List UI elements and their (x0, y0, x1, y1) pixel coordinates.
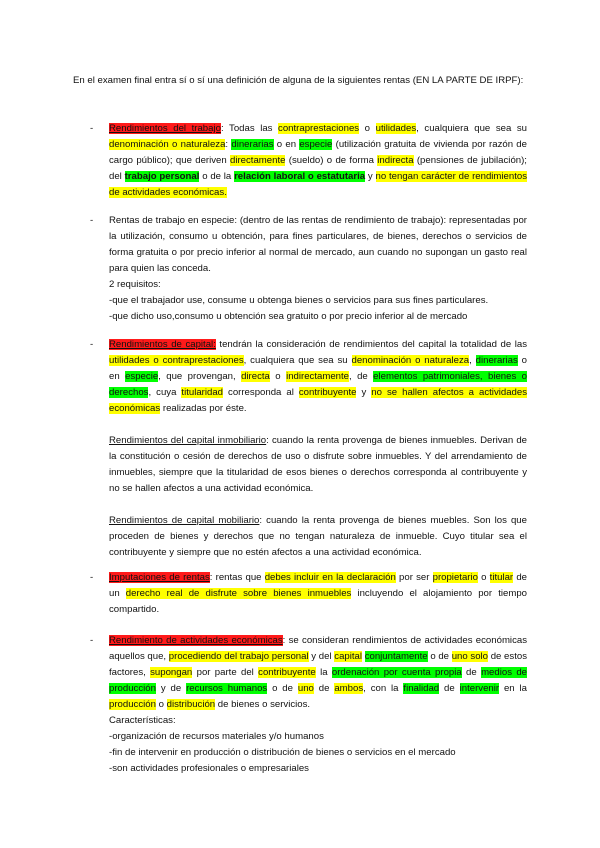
highlighted-text: trabajo personal (124, 171, 200, 182)
highlighted-text: uno (297, 683, 314, 694)
bullet-capital: - (90, 339, 94, 350)
highlighted-text: especie (299, 139, 333, 150)
text-run: (sueldo) o de forma (285, 155, 378, 166)
text-run: , cuya (148, 387, 182, 398)
text-run: : (225, 139, 232, 150)
text-run: Características: (109, 715, 176, 726)
highlighted-text: directa (241, 371, 270, 382)
highlighted-text: capital (334, 651, 363, 662)
highlighted-text: directamente (230, 155, 286, 166)
capital-paragraph (109, 337, 527, 417)
highlighted-text: especie (125, 371, 159, 382)
text-run: tendrán la consideración de rendimientos del capital la totalidad de las (215, 339, 528, 350)
text-run: -que el trabajador use, consume u obtenga bienes o servicios para sus fines particulares. (109, 295, 489, 306)
highlighted-text: conjuntamente (364, 651, 428, 662)
highlighted-text: supongan (150, 667, 193, 678)
section-especie (109, 213, 527, 325)
trabajo-paragraph (109, 121, 527, 201)
imputaciones-paragraph (109, 570, 527, 618)
text-run: de bienes o servicios. (215, 699, 311, 710)
highlighted-text: Rendimiento de actividades económicas (109, 635, 283, 646)
highlighted-text: finalidad (403, 683, 440, 694)
text-run: de (439, 683, 460, 694)
text-run: -organización de recursos materiales y/o humanos (109, 731, 324, 742)
actividades-paragraph (109, 761, 527, 777)
text-run: o de (267, 683, 298, 694)
text-run: Rendimientos de capital mobiliario (109, 515, 260, 526)
text-run: de un (109, 572, 527, 599)
highlighted-text: Rendimientos de capital: (109, 339, 216, 350)
text-run: o (155, 699, 167, 710)
text-run: o en (109, 355, 527, 382)
highlighted-text: propietario (432, 572, 478, 583)
text-run: por ser (395, 572, 433, 583)
section-trabajo (109, 121, 527, 201)
text-run: (utilización gratuita de vivienda por razón de cargo público); que deriven (109, 139, 527, 166)
text-run: o (477, 572, 490, 583)
text-run: Rentas de trabajo en especie: (dentro de las rentas de rendimiento de trabajo): representadas por la utilización, consumo u obtención, para fines particulares, de bienes, derechos o servicios de forma gratuita o por precio inferior al normal de mercado, aun cuando no supongan un gasto real para quien las conceda. (109, 215, 527, 274)
highlighted-text: no tengan carácter de rendimientos de actividades económicas. (109, 171, 528, 198)
text-run: en la (499, 683, 527, 694)
highlighted-text: uno solo (451, 651, 489, 662)
text-run: : cuando la renta provenga de bienes inmuebles. Derivan de la constitución o cesión de derechos de uso o disfrute sobre inmuebles. Y del arrendamiento de inmuebles, siempre que la titularidad de esos bienes o derechos corresponda al contribuyente y no se hallen afectos a una actividad económica. (109, 435, 527, 494)
text-run: o en (273, 139, 300, 150)
text-run: incluyendo el alojamiento por tiempo compartido. (109, 588, 527, 615)
text-run: de (313, 683, 335, 694)
highlighted-text: titular (489, 572, 514, 583)
highlighted-text: medios de producción (109, 667, 527, 694)
text-run: : cuando la renta provenga de bienes muebles. Son los que proceden de bienes y derechos que no tengan naturaleza de inmueble. Cuyo titular sea el contribuyente y siempre que no estén afectos a una actividad económica. (109, 515, 527, 558)
highlighted-text: indirecta (377, 155, 414, 166)
section-capital (109, 337, 527, 561)
text-run: o de la (199, 171, 235, 182)
capital-paragraph (109, 433, 527, 497)
actividades-paragraph (109, 729, 527, 745)
highlighted-text: distribución (166, 699, 216, 710)
especie-paragraph (109, 309, 527, 325)
highlighted-text: derecho real de disfrute sobre bienes inmuebles (125, 588, 352, 599)
text-run: -fin de intervenir en producción o distribución de bienes o servicios en el mercado (109, 747, 456, 758)
text-run: o de (427, 651, 452, 662)
text-run: -son actividades profesionales o empresariales (109, 763, 309, 774)
text-run: corresponda al (223, 387, 299, 398)
highlighted-text: recursos humanos (186, 683, 268, 694)
especie-paragraph (109, 213, 527, 277)
highlighted-text: ambos (334, 683, 364, 694)
section-imputaciones (109, 570, 527, 618)
highlighted-text: procediendo del trabajo personal (168, 651, 309, 662)
actividades-paragraph (109, 745, 527, 761)
section-actividades (109, 633, 527, 777)
text-run: realizadas por éste. (160, 403, 247, 414)
highlighted-text: intervenir (459, 683, 500, 694)
text-run: por parte del (192, 667, 259, 678)
highlighted-text: contribuyente (258, 667, 316, 678)
highlighted-text: debes incluir en la declaración (264, 572, 396, 583)
actividades-paragraph (109, 713, 527, 729)
highlighted-text: ordenación por cuenta propia (331, 667, 462, 678)
bullet-especie: - (90, 215, 94, 226)
highlighted-text: dinerarias (231, 139, 274, 150)
highlighted-text: contribuyente (298, 387, 357, 398)
text-run: : Todas las (220, 123, 279, 134)
text-run: y (365, 171, 376, 182)
especie-paragraph (109, 293, 527, 309)
paragraph-gap (109, 497, 527, 513)
highlighted-text: utilidades (375, 123, 417, 134)
capital-paragraph (109, 513, 527, 561)
text-run: Rendimientos del capital inmobiliario (109, 435, 267, 446)
highlighted-text: contraprestaciones (278, 123, 360, 134)
text-run: (pensiones de jubilación); del (109, 155, 527, 182)
bullet-imputaciones: - (90, 572, 94, 583)
highlighted-text: Rendimientos del trabajo (109, 123, 221, 134)
especie-paragraph (109, 277, 527, 293)
highlighted-text: indirectamente (286, 371, 349, 382)
highlighted-text: producción (109, 699, 156, 710)
text-run: , con la (363, 683, 404, 694)
text-run: o (359, 123, 376, 134)
intro-paragraph: En el examen final entra sí o sí una definición de alguna de la siguientes rentas (EN LA PARTE DE IRPF): (73, 75, 524, 86)
highlighted-text: no se hallen afectos a actividades económicas (109, 387, 528, 414)
highlighted-text: titularidad (181, 387, 224, 398)
bullet-actividades: - (90, 635, 94, 646)
highlighted-text: denominación o naturaleza (109, 139, 226, 150)
text-run: , que provengan, (158, 371, 242, 382)
text-run: y del (308, 651, 335, 662)
highlighted-text: Imputaciones de rentas (109, 572, 210, 583)
highlighted-text: denominación o naturaleza (351, 355, 470, 366)
paragraph-gap (109, 417, 527, 433)
text-run: 2 requisitos: (109, 279, 161, 290)
text-run: de (461, 667, 482, 678)
text-run: de estos factores, (109, 651, 527, 678)
text-run: : rentas que (209, 572, 265, 583)
text-run: y (356, 387, 372, 398)
text-run: , de (349, 371, 374, 382)
bullet-trabajo: - (90, 123, 94, 134)
text-run: o (269, 371, 287, 382)
text-run: : se consideran rendimientos de actividades económicas aquellos que, (109, 635, 527, 662)
highlighted-text: relación laboral o estatutaria (234, 171, 366, 182)
text-run: -que dicho uso,consumo u obtención sea gratuito o por precio inferior al de mercado (109, 311, 468, 322)
text-run: , (469, 355, 476, 366)
text-run: , cualquiera que sea su (243, 355, 352, 366)
actividades-paragraph (109, 633, 527, 713)
highlighted-text: utilidades o contraprestaciones (109, 355, 244, 366)
text-run: y de (155, 683, 187, 694)
highlighted-text: dinerarias (475, 355, 518, 366)
text-run: , cualquiera que sea su (416, 123, 528, 134)
highlighted-text: elementos patrimoniales, bienes o derechos (109, 371, 528, 398)
text-run: la (315, 667, 332, 678)
